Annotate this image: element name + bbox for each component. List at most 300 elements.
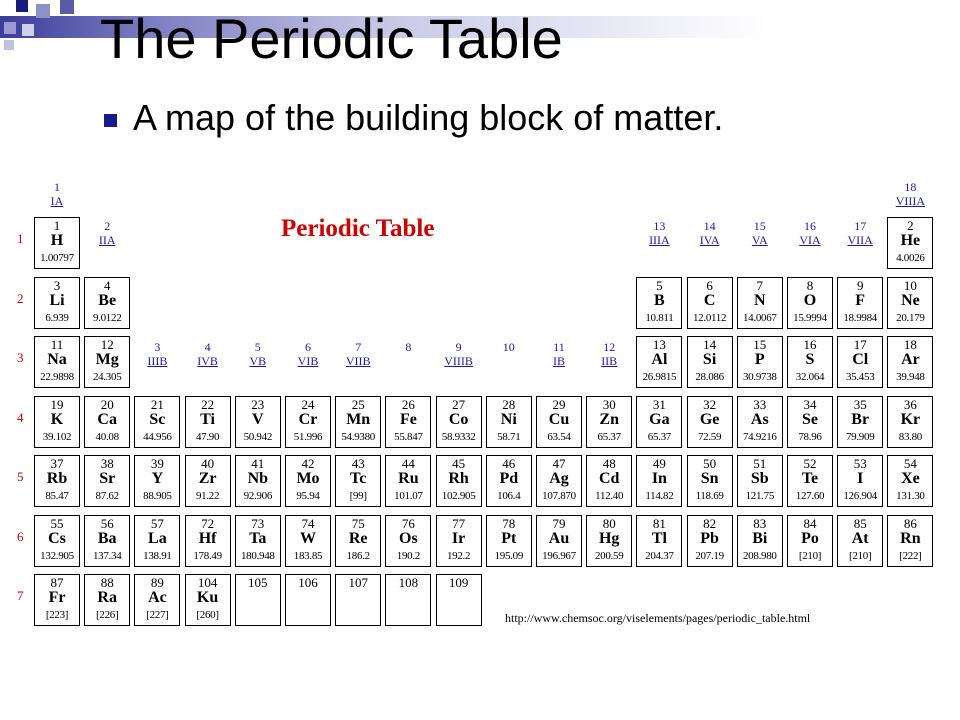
atomic-number: 83 [753, 515, 767, 531]
element-symbol: Ag [549, 470, 569, 487]
element-symbol: Se [802, 410, 818, 428]
atomic-number: 39 [150, 456, 164, 471]
element-cell-Ti [185, 396, 231, 448]
element-cell-Te [787, 455, 833, 507]
atomic-number: 73 [251, 515, 265, 531]
element-cell-Mg [84, 336, 130, 388]
element-cell-Be [84, 277, 130, 329]
group-number: 10 [502, 340, 515, 354]
element-symbol: Si [702, 351, 717, 368]
group-name: VIIIA [895, 194, 926, 208]
atomic-number: 109 [448, 575, 469, 590]
group-number: 3 [154, 340, 161, 354]
element-cell-Rb [34, 455, 80, 507]
deco-square [4, 40, 14, 50]
atomic-number: 23 [251, 396, 265, 412]
atomic-number: 38 [100, 456, 114, 471]
group-name: IVA [699, 233, 720, 247]
element-cell-Fr [34, 574, 80, 626]
element-cell-N [737, 277, 783, 329]
atomic-mass: 138.91 [143, 549, 172, 562]
period-label-5: 5 [17, 469, 24, 484]
atomic-mass: 15.9994 [793, 311, 827, 324]
group-number: 5 [254, 340, 261, 354]
element-symbol: Br [851, 410, 870, 428]
element-cell-Ag [536, 455, 582, 507]
group-label-5 [233, 340, 283, 368]
atomic-mass: 132.905 [40, 549, 74, 562]
element-symbol: At [851, 529, 869, 547]
element-cell-Ra [84, 574, 130, 626]
atomic-number: 6 [706, 277, 713, 293]
group-label-18 [885, 180, 935, 208]
atomic-number: 72 [201, 515, 215, 531]
element-cell-Ru [385, 455, 431, 507]
element-cell-Sr [84, 455, 130, 507]
atomic-mass: 126.904 [843, 490, 878, 502]
group-label-10 [484, 340, 534, 354]
atomic-number: 55 [50, 515, 64, 531]
element-cell-Xe [887, 455, 933, 507]
element-cell-Ir [436, 515, 482, 567]
deco-square [16, 0, 28, 12]
element-symbol: Xe [901, 470, 920, 487]
atomic-number: 54 [903, 456, 917, 471]
group-label-8 [383, 340, 433, 354]
atomic-number: 33 [753, 396, 767, 412]
atomic-mass: 107.870 [542, 490, 576, 502]
atomic-mass: 55.847 [394, 430, 423, 443]
element-cell-Na [34, 336, 80, 388]
group-name: IB [553, 354, 565, 368]
element-symbol: Pd [499, 470, 519, 487]
element-symbol: N [754, 291, 766, 309]
element-cell-In [636, 455, 682, 507]
atomic-number: 19 [50, 396, 64, 412]
element-symbol: Hf [198, 529, 217, 547]
group-label-7 [333, 340, 383, 368]
element-cell-I [837, 455, 883, 507]
atomic-mass: 4.0026 [896, 252, 925, 264]
element-symbol: Ar [901, 351, 920, 368]
atomic-number: 2 [907, 218, 914, 233]
period-label-1: 1 [17, 231, 24, 246]
element-cell-B [636, 277, 682, 329]
period-label-3: 3 [17, 350, 24, 365]
element-cell-Al [636, 336, 682, 388]
atomic-number: 107 [348, 575, 368, 590]
atomic-number: 76 [401, 515, 415, 531]
element-cell-Ne [887, 277, 933, 329]
element-symbol: Cr [298, 410, 318, 428]
atomic-mass: 196.967 [542, 549, 576, 562]
atomic-number: 56 [100, 515, 114, 531]
atomic-mass: 208.980 [742, 549, 777, 562]
group-label-17 [835, 219, 885, 247]
element-symbol: Mo [296, 470, 320, 487]
atomic-mass: 65.37 [597, 430, 621, 443]
bullet-square-icon [104, 114, 117, 127]
atomic-mass: 1.00797 [40, 252, 74, 264]
atomic-number: 45 [452, 456, 466, 471]
atomic-number: 21 [150, 396, 164, 412]
atomic-mass: 39.102 [42, 430, 72, 443]
atomic-number: 44 [401, 456, 415, 471]
element-cell-109 [436, 574, 482, 626]
element-symbol: Cl [852, 351, 869, 368]
element-symbol: S [805, 351, 815, 368]
atomic-mass: [210] [798, 549, 822, 562]
atomic-number: 13 [652, 337, 666, 352]
element-cell-Cu [536, 396, 582, 448]
element-cell-La [134, 515, 180, 567]
atomic-mass: 65.37 [647, 430, 672, 443]
atomic-number: 75 [351, 515, 365, 531]
atomic-mass: 22.9898 [40, 371, 74, 383]
group-number: 9 [455, 340, 462, 354]
atomic-mass: [223] [45, 609, 69, 621]
group-number: 1 [54, 180, 60, 194]
atomic-mass: [222] [899, 549, 922, 562]
element-symbol: Y [151, 470, 164, 487]
atomic-mass: 137.34 [92, 549, 122, 562]
element-symbol: Ba [97, 529, 117, 547]
atomic-number: 3 [53, 277, 61, 293]
period-label-4: 4 [17, 409, 24, 425]
element-cell-At [837, 515, 883, 567]
atomic-mass: 58.71 [497, 430, 521, 443]
atomic-number: 105 [248, 575, 268, 590]
atomic-mass: 200.59 [594, 549, 624, 562]
group-number: 14 [703, 219, 716, 233]
group-number: 18 [904, 180, 917, 194]
slide-subtitle: A map of the building block of matter. [133, 97, 724, 138]
atomic-number: 29 [552, 396, 566, 412]
atomic-number: 27 [452, 396, 466, 412]
element-symbol: Cs [48, 529, 66, 547]
group-number: 8 [405, 340, 412, 354]
atomic-mass: 204.37 [645, 549, 674, 562]
group-number: 7 [355, 340, 362, 354]
element-cell-Re [335, 515, 381, 567]
element-cell-Sc [134, 396, 180, 448]
atomic-mass: [99] [349, 490, 367, 502]
atomic-mass: 78.96 [798, 430, 822, 443]
element-cell-Pd [486, 455, 532, 507]
atomic-mass: 101.07 [394, 490, 423, 502]
element-symbol: C [703, 291, 716, 309]
atomic-mass: 127.60 [795, 490, 825, 502]
group-label-12 [584, 340, 634, 368]
atomic-mass: 58.9332 [441, 430, 476, 443]
deco-square [60, 0, 74, 14]
element-symbol: Na [47, 351, 67, 368]
element-symbol: Ku [196, 589, 219, 606]
atomic-mass: 44.956 [143, 430, 172, 443]
element-cell-Br [837, 396, 883, 448]
atomic-number: 80 [602, 515, 616, 531]
element-symbol: Ca [97, 410, 117, 428]
atomic-number: 32 [703, 396, 717, 412]
element-symbol: Ga [649, 410, 670, 428]
element-symbol: Mn [346, 410, 371, 428]
atomic-number: 82 [703, 515, 717, 531]
group-label-3 [132, 340, 182, 368]
atomic-number: 108 [398, 575, 419, 590]
atomic-mass: 95.94 [296, 490, 320, 502]
atomic-number: 53 [853, 456, 867, 471]
element-symbol: Pb [700, 529, 719, 547]
source-url: http://www.chemsoc.org/viselements/pages/periodic_table.html [505, 611, 811, 625]
element-symbol: Rn [900, 529, 921, 547]
atomic-number: 1 [53, 218, 61, 233]
atomic-number: 49 [652, 456, 666, 471]
element-symbol: Ni [500, 410, 517, 428]
atomic-mass: 10.811 [645, 311, 674, 324]
atomic-mass: [226] [96, 609, 119, 621]
element-symbol: Li [49, 291, 65, 309]
element-cell-Ac [134, 574, 180, 626]
atomic-mass: [260] [196, 609, 219, 621]
deco-square [4, 22, 16, 34]
group-name: VIIIB [444, 354, 473, 368]
element-symbol: Sn [700, 470, 719, 487]
element-symbol: Ir [451, 529, 466, 547]
atomic-mass: 207.19 [695, 549, 724, 562]
element-cell-H [34, 217, 80, 269]
element-symbol: F [855, 291, 866, 309]
element-symbol: As [750, 410, 769, 428]
group-name: VIA [799, 233, 821, 247]
atomic-mass: 121.75 [745, 490, 775, 502]
atomic-mass: 6.939 [45, 311, 69, 324]
element-symbol: Au [548, 529, 570, 547]
group-name: VIIB [345, 354, 371, 368]
group-name: IIB [601, 354, 618, 368]
atomic-number: 25 [351, 396, 365, 412]
atomic-number: 26 [401, 396, 415, 412]
atomic-mass: 192.2 [446, 549, 471, 562]
atomic-mass: 51.996 [293, 430, 323, 443]
element-symbol: Ac [148, 589, 167, 606]
atomic-number: 7 [756, 277, 764, 293]
element-symbol: Tl [651, 529, 667, 547]
element-cell-Bi [737, 515, 783, 567]
element-symbol: He [900, 232, 921, 249]
group-name: IVB [197, 354, 218, 368]
group-number: 17 [854, 219, 867, 233]
element-cell-O [787, 277, 833, 329]
element-symbol: Rh [448, 470, 469, 487]
deco-square [0, 0, 16, 16]
atomic-mass: 74.9216 [742, 430, 777, 443]
atomic-number: 18 [903, 337, 917, 352]
atomic-number: 10 [903, 277, 917, 293]
atomic-number: 46 [502, 456, 516, 471]
element-symbol: W [300, 529, 316, 547]
atomic-mass: 47.90 [195, 430, 220, 443]
atomic-mass: 118.69 [695, 490, 724, 502]
atomic-number: 9 [856, 277, 864, 293]
atomic-mass: 190.2 [396, 549, 421, 562]
atomic-mass: 180.948 [240, 549, 275, 562]
atomic-mass: 40.08 [95, 430, 119, 443]
element-symbol: Fe [399, 410, 417, 428]
period-label-7: 7 [17, 588, 24, 603]
atomic-number: 86 [903, 515, 917, 531]
element-symbol: Mg [95, 351, 119, 368]
period-label-2: 2 [17, 290, 24, 306]
atomic-number: 84 [803, 515, 817, 531]
atomic-number: 35 [853, 396, 867, 412]
atomic-number: 24 [301, 396, 315, 412]
atomic-mass: 112.40 [595, 490, 624, 502]
group-label-2 [82, 219, 132, 247]
group-number: 6 [305, 340, 311, 354]
atomic-number: 81 [652, 515, 666, 531]
group-number: 4 [204, 340, 211, 354]
atomic-number: 104 [197, 575, 218, 590]
element-symbol: Zr [198, 470, 217, 487]
element-symbol: V [252, 410, 264, 428]
atomic-number: 15 [753, 337, 767, 352]
group-number: 12 [603, 340, 616, 354]
group-label-9 [434, 340, 484, 368]
group-name: VIIA [847, 233, 873, 247]
atomic-mass: 131.30 [896, 490, 925, 502]
element-cell-Sn [687, 455, 733, 507]
element-cell-Zr [185, 455, 231, 507]
element-symbol: Po [801, 529, 819, 547]
atomic-number: 51 [753, 456, 767, 471]
element-symbol: O [803, 291, 817, 309]
atomic-number: 17 [853, 337, 867, 352]
atomic-number: 77 [452, 515, 466, 531]
element-symbol: La [148, 529, 167, 547]
group-label-13 [634, 219, 684, 247]
element-cell-105 [235, 574, 281, 626]
group-name: VIB [297, 354, 319, 368]
element-cell-106 [285, 574, 331, 626]
group-name: IIIA [649, 233, 670, 247]
element-symbol: Sb [750, 470, 769, 487]
group-number: 15 [753, 219, 766, 233]
atomic-mass: 102.905 [441, 490, 476, 502]
atomic-number: 30 [602, 396, 616, 412]
element-symbol: K [50, 410, 64, 428]
element-symbol: B [654, 291, 665, 309]
element-cell-107 [335, 574, 381, 626]
atomic-number: 42 [301, 456, 315, 471]
deco-square [36, 4, 50, 18]
element-cell-Zn [586, 396, 632, 448]
atomic-mass: 195.09 [494, 549, 524, 562]
period-label-6: 6 [17, 528, 24, 544]
atomic-mass: 54.9380 [341, 430, 376, 443]
element-cell-Mo [285, 455, 331, 507]
atomic-number: 106 [298, 575, 318, 590]
atomic-number: 12 [100, 337, 114, 352]
element-symbol: P [754, 351, 765, 368]
element-cell-Se [787, 396, 833, 448]
element-cell-Sb [737, 455, 783, 507]
atomic-mass: 72.59 [697, 430, 722, 443]
atomic-mass: 83.80 [898, 430, 923, 443]
atomic-number: 11 [50, 337, 64, 352]
atomic-number: 74 [301, 515, 315, 531]
atomic-number: 52 [803, 456, 817, 471]
element-cell-S [787, 336, 833, 388]
group-name: IIA [98, 233, 116, 247]
element-cell-Os [385, 515, 431, 567]
element-symbol: Hg [598, 529, 620, 547]
element-cell-Ca [84, 396, 130, 448]
atomic-mass: 32.064 [795, 371, 825, 383]
atomic-mass: [210] [849, 549, 872, 562]
atomic-number: 37 [50, 456, 64, 471]
atomic-number: 14 [703, 337, 717, 352]
element-symbol: Co [448, 410, 469, 428]
atomic-mass: 85.47 [45, 490, 69, 502]
element-cell-Co [436, 396, 482, 448]
element-cell-Nb [235, 455, 281, 507]
element-cell-Au [536, 515, 582, 567]
group-label-4 [183, 340, 233, 368]
element-symbol: Ta [249, 529, 267, 547]
atomic-mass: 39.948 [896, 371, 925, 383]
element-cell-Ta [235, 515, 281, 567]
atomic-number: 20 [100, 396, 114, 412]
group-number: 11 [553, 340, 565, 354]
element-symbol: Ge [699, 410, 720, 428]
element-symbol: Ti [200, 410, 215, 428]
element-symbol: Te [801, 470, 819, 487]
element-cell-Cl [837, 336, 883, 388]
atomic-mass: 183.85 [293, 549, 323, 562]
group-number: 16 [804, 219, 816, 233]
group-number: 2 [104, 219, 111, 233]
element-cell-Li [34, 277, 80, 329]
group-name: IIIB [147, 354, 168, 368]
atomic-number: 87 [50, 575, 64, 590]
atomic-mass: 35.453 [845, 371, 875, 383]
element-symbol: I [857, 470, 864, 487]
element-cell-Rh [436, 455, 482, 507]
atomic-number: 5 [656, 277, 663, 293]
atomic-number: 85 [853, 515, 867, 531]
element-symbol: Kr [900, 410, 921, 428]
group-label-15 [735, 219, 785, 247]
element-symbol: Be [98, 291, 117, 309]
atomic-mass: 24.305 [92, 371, 122, 383]
atomic-mass: 14.0067 [742, 311, 777, 324]
element-cell-Hf [185, 515, 231, 567]
atomic-mass: 50.942 [243, 430, 273, 443]
element-cell-C [687, 277, 733, 329]
atomic-number: 16 [803, 337, 817, 352]
slide-title: The Periodic Table [100, 7, 563, 70]
element-cell-Hg [586, 515, 632, 567]
atomic-number: 50 [703, 456, 717, 471]
element-cell-K [34, 396, 80, 448]
atomic-mass: 28.086 [695, 371, 724, 383]
group-name: VB [249, 354, 267, 368]
atomic-mass: 30.9738 [742, 371, 777, 383]
element-cell-Fe [385, 396, 431, 448]
atomic-number: 89 [150, 575, 164, 590]
element-cell-Po [787, 515, 833, 567]
group-label-1 [32, 180, 82, 208]
